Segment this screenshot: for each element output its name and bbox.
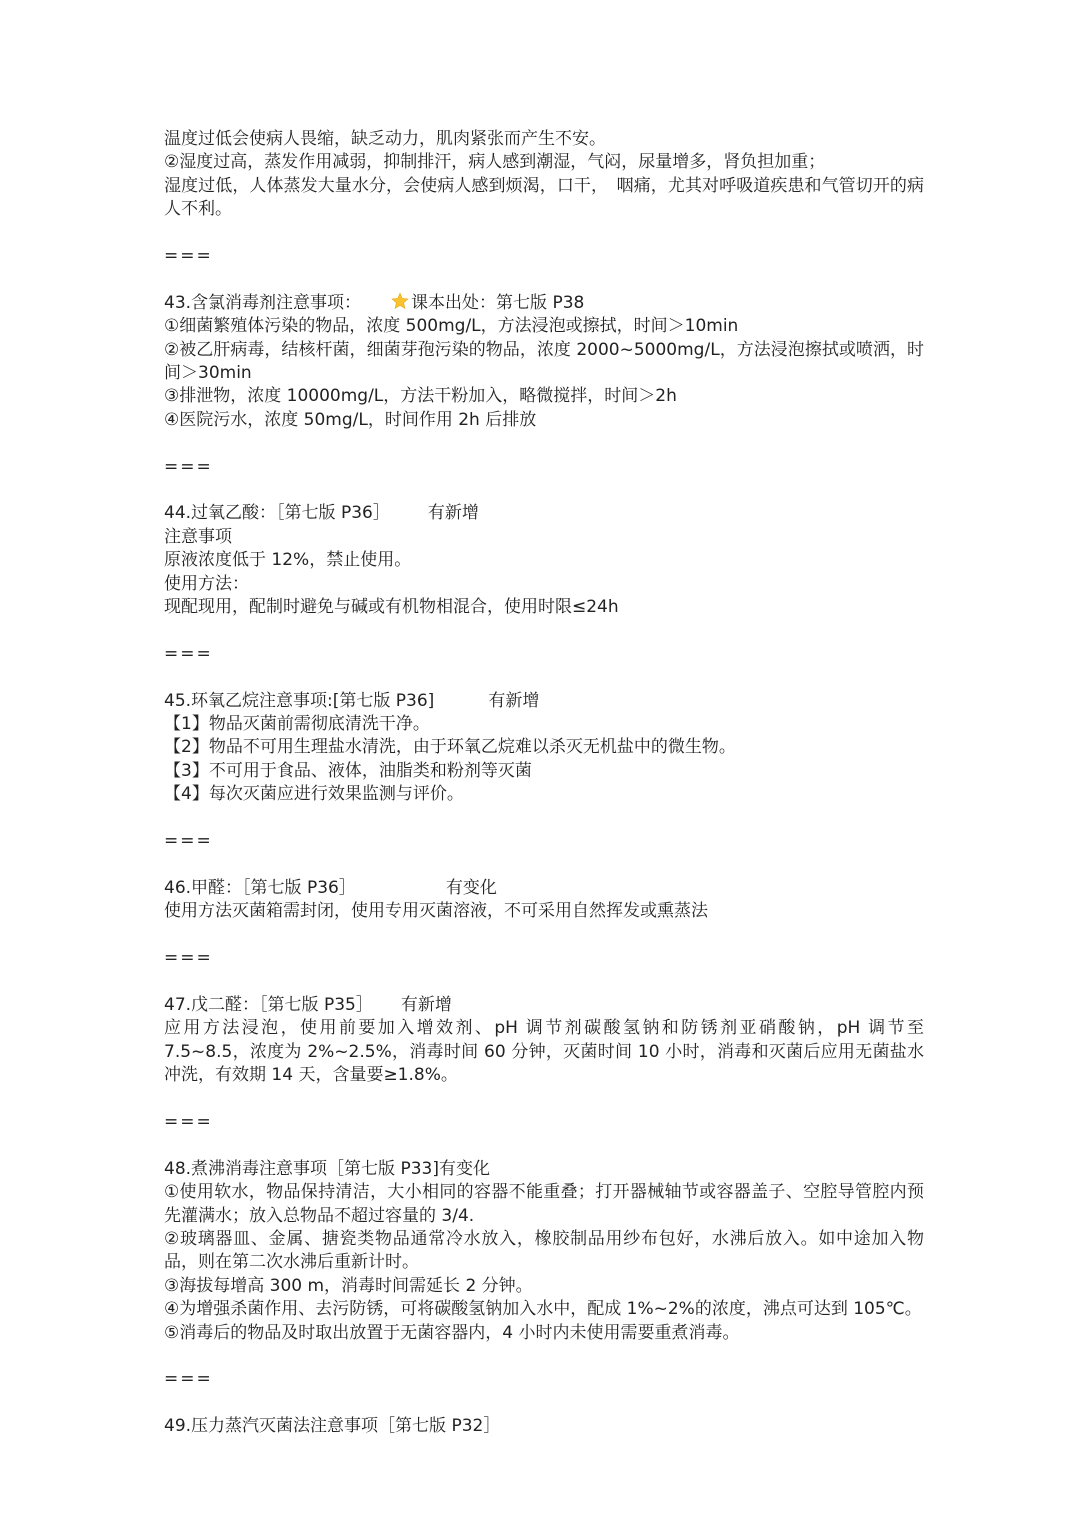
- spacer: [164, 1088, 924, 1111]
- section-43-item: ③排泄物，浓度 10000mg/L，方法干粉加入，略微搅拌，时间＞2h: [164, 386, 677, 407]
- section-43-item: ②被乙肝病毒，结核杆菌，细菌芽孢污染的物品，浓度 2000~5000mg/L，方法浸泡擦拭或喷洒，时间＞30min: [164, 339, 924, 384]
- section-43-heading: [164, 292, 924, 315]
- section-47-title: 47.戊二醛：［第七版 P35］: [164, 994, 373, 1015]
- spacer: [164, 268, 924, 291]
- section-45-heading: [164, 690, 924, 713]
- spacer: [164, 432, 924, 455]
- section-44-line: 注意事项: [164, 526, 232, 547]
- spacer: [164, 924, 924, 947]
- section-45-item: 【4】每次灭菌应进行效果监测与评价。: [164, 784, 464, 805]
- separator: ===: [164, 948, 213, 969]
- spacer: [164, 1392, 924, 1415]
- section-48-item: ④为增强杀菌作用、去污防锈，可将碳酸氢钠加入水中，配成 1%~2%的浓度，沸点可达到 105℃。: [164, 1299, 922, 1320]
- intro-line-1: 温度过低会使病人畏缩，缺乏动力，肌肉紧张而产生不安。: [164, 129, 606, 149]
- separator: ===: [164, 1111, 213, 1132]
- spacer: [164, 479, 924, 502]
- section-47-body: 应用方法浸泡，使用前要加入增效剂、pH 调节剂碳酸氢钠和防锈剂亚硝酸钠，pH 调节至 7.5~8.5，浓度为 2%~2.5%，消毒时间 60 分钟，灭菌时间 10 小时，消毒和灭菌后应用无菌盐水冲洗，有效期 14 天，含量要≥1.8%。: [164, 1018, 924, 1086]
- section-45-item: 【1】物品灭菌前需彻底清洗干净。: [164, 714, 430, 735]
- spacer: [164, 853, 924, 876]
- separator: ===: [164, 643, 213, 664]
- section-44-line: 使用方法：: [164, 573, 249, 594]
- section-44-line: 现配现用，配制时避免与碱或有机物相混合，使用时限≤24h: [164, 597, 619, 618]
- separator: ===: [164, 246, 213, 267]
- section-46-heading: [164, 877, 924, 900]
- section-44-heading: [164, 502, 924, 525]
- section-48-item: ①使用软水，物品保持清洁，大小相同的容器不能重叠；打开器械轴节或容器盖子、空腔导管腔内预先灌满水；放入总物品不超过容量的 3/4.: [164, 1182, 924, 1226]
- section-45-tag: 有新增: [488, 690, 540, 711]
- section-46-title: 46.甲醛：［第七版 P36］: [164, 877, 356, 898]
- section-47-heading: [164, 994, 924, 1017]
- section-43-source: 课本出处：第七版 P38: [411, 292, 585, 313]
- spacer: [164, 222, 924, 245]
- section-49-title: 49.压力蒸汽灭菌法注意事项［第七版 P32］: [164, 1416, 501, 1437]
- section-45-item: 【3】不可用于食品、液体，油脂类和粉剂等灭菌: [164, 760, 532, 781]
- document-page: [164, 128, 924, 1439]
- section-43-item: ①细菌繁殖体污染的物品，浓度 500mg/L，方法浸泡或擦拭，时间＞10min: [164, 316, 739, 337]
- separator: ===: [164, 456, 213, 477]
- spacer: [164, 1345, 924, 1368]
- section-48-title: 48.煮沸消毒注意事项［第七版 P33]有变化: [164, 1158, 490, 1179]
- section-43-title: 43.含氯消毒剂注意事项：: [164, 292, 362, 313]
- section-46-tag: 有变化: [445, 877, 497, 898]
- spacer: [164, 666, 924, 689]
- section-43-item: ④医院污水，浓度 50mg/L，时间作用 2h 后排放: [164, 409, 537, 430]
- section-48-item: ②玻璃器皿、金属、搪瓷类物品通常冷水放入，橡胶制品用纱布包好，水沸后放入。如中途加入物品，则在第二次水沸后重新计时。: [164, 1228, 924, 1273]
- section-48-item: ⑤消毒后的物品及时取出放置于无菌容器内，4 小时内未使用需要重煮消毒。: [164, 1322, 740, 1343]
- separator: ===: [164, 1369, 213, 1390]
- section-45-item: 【2】物品不可用生理盐水清洗，由于环氧乙烷难以杀灭无机盐中的微生物。: [164, 737, 736, 758]
- section-44-line: 原液浓度低于 12%，禁止使用。: [164, 550, 412, 571]
- star-icon: [391, 292, 409, 310]
- spacer: [164, 970, 924, 993]
- section-46-body: 使用方法灭菌箱需封闭，使用专用灭菌溶液，不可采用自然挥发或熏蒸法: [164, 901, 708, 922]
- spacer: [164, 1134, 924, 1157]
- section-47-tag: 有新增: [400, 994, 452, 1015]
- section-45-title: 45.环氧乙烷注意事项:[第七版 P36]: [164, 690, 435, 711]
- spacer: [164, 619, 924, 642]
- intro-line-2: ②湿度过高，蒸发作用减弱，抑制排汗，病人感到潮湿，气闷，尿量增多，肾负担加重；: [164, 152, 826, 173]
- section-44-tag: 有新增: [427, 503, 479, 524]
- section-48-item: ③海拔每增高 300 m，消毒时间需延长 2 分钟。: [164, 1275, 533, 1296]
- separator: ===: [164, 831, 213, 852]
- section-44-title: 44.过氧乙酸：［第七版 P36］: [164, 503, 390, 524]
- intro-line-3: 湿度过低，人体蒸发大量水分，会使病人感到烦渴，口干， 咽痛，尤其对呼吸道疾患和气管切开的病人不利。: [164, 175, 924, 220]
- spacer: [164, 807, 924, 830]
